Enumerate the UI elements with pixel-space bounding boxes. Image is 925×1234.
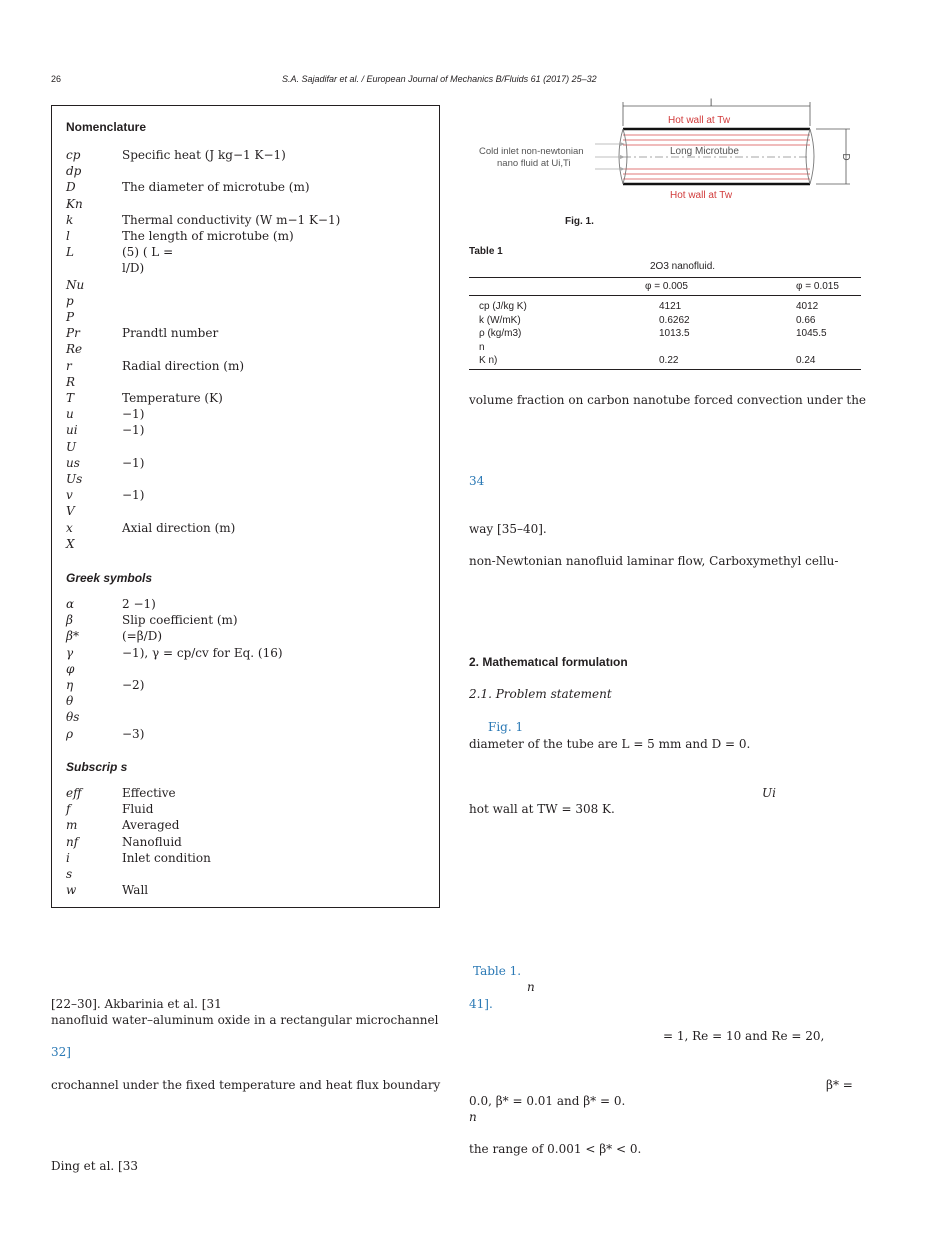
- nomenclature-symbol: m: [66, 818, 78, 833]
- table-reference-link[interactable]: Table 1.: [473, 964, 522, 978]
- right-paragraph-line: 0.0, β* = 0.01 and β* = 0.: [469, 1094, 626, 1108]
- nomenclature-description: −2): [122, 678, 145, 692]
- nomenclature-row: [66, 455, 428, 471]
- nomenclature-row: [66, 596, 428, 612]
- table-row-label: k (W/mK): [479, 314, 521, 326]
- subscripts-title: Subscrip s: [66, 760, 128, 774]
- nomenclature-symbol: eff: [66, 786, 82, 800]
- nomenclature-row: [66, 628, 428, 644]
- nomenclature-row: [66, 260, 428, 276]
- nomenclature-row: [66, 439, 428, 455]
- nomenclature-symbol: X: [66, 536, 75, 551]
- diameter-label: D: [840, 153, 851, 161]
- nomenclature-description: Axial direction (m): [122, 520, 236, 535]
- table-header-col1: φ = 0.005: [645, 281, 688, 292]
- table-1-subcaption: 2O3 nanofluid.: [650, 261, 716, 272]
- nomenclature-description: −1): [122, 455, 145, 470]
- nomenclature-row: [66, 645, 428, 661]
- top-wall-label: Hot wall at Tw: [668, 115, 731, 126]
- left-paragraph-line: nanofluid water–aluminum oxide in a rectangular microchannel: [51, 1013, 439, 1027]
- nomenclature-symbol: s: [66, 867, 73, 881]
- citation-link[interactable]: 41].: [469, 997, 493, 1011]
- nomenclature-description: Specific heat (J kg−1 K−1): [122, 148, 286, 162]
- inline-symbol: n: [527, 980, 535, 994]
- right-paragraph-line: volume fraction on carbon nanotube forced convection under the: [469, 393, 867, 407]
- bottom-wall-label: Hot wall at Tw: [670, 190, 733, 201]
- nomenclature-description: −1): [122, 407, 145, 422]
- nomenclature-row: [66, 612, 428, 628]
- nomenclature-row: [66, 882, 428, 898]
- table-cell: 0.24: [796, 355, 816, 366]
- nomenclature-description: Wall: [122, 883, 149, 898]
- right-paragraph-line: diameter of the tube are L = 5 mm and D = 0.: [469, 737, 751, 751]
- right-paragraph-line: = 1, Re = 10 and Re = 20,: [663, 1029, 825, 1043]
- nomenclature-row: [66, 487, 428, 503]
- length-label: l: [710, 98, 713, 109]
- nomenclature-symbol: γ: [66, 645, 74, 660]
- nomenclature-symbol: cp: [66, 148, 81, 162]
- nomenclature-row: [66, 471, 428, 487]
- nomenclature-box: [51, 105, 440, 908]
- nomenclature-symbol: us: [66, 455, 80, 470]
- greek-symbols-title: Greek symbols: [66, 571, 153, 585]
- figure-1-caption: Fig. 1.: [565, 216, 594, 227]
- nomenclature-symbol: β: [66, 613, 73, 628]
- nomenclature-description: Prandtl number: [122, 326, 219, 341]
- nomenclature-row: [66, 374, 428, 390]
- nomenclature-row: [66, 358, 428, 374]
- nomenclature-description: The diameter of microtube (m): [122, 180, 310, 195]
- nomenclature-row: [66, 163, 428, 179]
- microtube-diagram: [470, 96, 862, 206]
- nomenclature-row: [66, 147, 428, 163]
- nomenclature-symbol: Kn: [66, 196, 83, 211]
- inlet-label-2: nano fluid at Ui,Ti: [497, 158, 571, 169]
- table-cell: 1045.5: [796, 328, 827, 339]
- nomenclature-row: [66, 726, 428, 742]
- right-paragraph-line: hot wall at TW = 308 K.: [469, 802, 615, 816]
- nomenclature-description: 2 −1): [122, 597, 156, 611]
- nomenclature-description: (5) ( L =: [122, 245, 174, 260]
- table-row-label: cp (J/kg K): [479, 301, 527, 312]
- inline-symbol: n: [469, 1110, 477, 1124]
- nomenclature-row: [66, 341, 428, 357]
- nomenclature-description: Thermal conductivity (W m−1 K−1): [122, 212, 341, 227]
- right-paragraph-line: the range of 0.001 < β* < 0.: [469, 1142, 642, 1156]
- section-heading: 2. Mathematıcal formulatıon: [469, 655, 628, 669]
- page-number: 26: [51, 74, 62, 84]
- nomenclature-symbol: Nu: [66, 277, 85, 292]
- nomenclature-symbol: D: [66, 180, 76, 195]
- nomenclature-symbol: P: [66, 310, 75, 324]
- nomenclature-row: [66, 834, 428, 850]
- nomenclature-row: [66, 422, 428, 438]
- nomenclature-symbol: β*: [66, 629, 79, 644]
- nomenclature-symbol: R: [66, 374, 76, 389]
- nomenclature-symbol: k: [66, 212, 74, 227]
- nomenclature-row: [66, 212, 428, 228]
- right-paragraph-line: way [35–40].: [469, 522, 547, 536]
- nomenclature-row: [66, 520, 428, 536]
- inline-symbol: Ui: [762, 786, 776, 800]
- nomenclature-symbol: φ: [66, 661, 75, 676]
- nomenclature-description: Temperature (K): [122, 391, 223, 405]
- nomenclature-row: [66, 293, 428, 309]
- right-paragraph-line: β* =: [826, 1078, 853, 1092]
- nomenclature-description: Fluid: [122, 802, 154, 817]
- nomenclature-description: −1): [122, 423, 145, 438]
- left-paragraph-line: [22–30]. Akbarinia et al. [31: [51, 997, 222, 1011]
- nomenclature-description: Radial direction (m): [122, 358, 245, 373]
- nomenclature-row: [66, 709, 428, 725]
- nomenclature-description: Slip coefficient (m): [122, 613, 238, 628]
- nomenclature-symbol: w: [66, 883, 77, 898]
- table-row-label: n: [479, 341, 485, 353]
- table-row-label: K n): [479, 355, 498, 366]
- nomenclature-symbol: dp: [66, 164, 82, 179]
- nomenclature-row: [66, 817, 428, 833]
- table-cell: 0.66: [796, 314, 816, 326]
- running-title: S.A. Sajadifar et al. / European Journal of Mechanics B/Fluids 61 (2017) 25–32: [282, 74, 597, 84]
- nomenclature-row: [66, 228, 428, 244]
- citation-link[interactable]: 34: [469, 474, 485, 488]
- inlet-label-1: Cold inlet non-newtonian: [479, 146, 584, 157]
- nomenclature-row: [66, 850, 428, 866]
- table-cell: 4012: [796, 301, 819, 312]
- table-1-caption: Table 1: [469, 246, 503, 257]
- nomenclature-symbol: α: [66, 597, 75, 611]
- table-cell: 1013.5: [659, 328, 690, 339]
- nomenclature-symbol: θs: [66, 710, 80, 725]
- nomenclature-symbol: ui: [66, 423, 78, 438]
- table-row-label: ρ (kg/m3): [479, 328, 522, 339]
- nomenclature-symbol: Pr: [66, 326, 80, 341]
- nomenclature-description: −1), γ = cp/cv for Eq. (16): [122, 645, 283, 660]
- nomenclature-title: Nomenclature: [66, 120, 147, 134]
- nomenclature-row: [66, 390, 428, 406]
- nomenclature-row: [66, 179, 428, 195]
- nomenclature-description: Nanofluid: [122, 834, 182, 849]
- nomenclature-symbol: u: [66, 407, 74, 422]
- nomenclature-row: [66, 661, 428, 677]
- nomenclature-row: [66, 693, 428, 709]
- nomenclature-symbol: nf: [66, 834, 79, 849]
- nomenclature-symbol: V: [66, 504, 75, 519]
- nomenclature-symbol: i: [66, 850, 70, 865]
- nomenclature-symbol: η: [66, 678, 74, 692]
- table-cell: 0.6262: [659, 314, 690, 326]
- nomenclature-symbol: T: [66, 391, 75, 405]
- right-paragraph-line: non-Newtonian nanofluid laminar flow, Carboxymethyl cellu-: [469, 554, 839, 568]
- figure-1: [470, 96, 862, 206]
- nomenclature-symbol: f: [66, 802, 71, 817]
- table-header-col2: φ = 0.015: [796, 281, 839, 292]
- nomenclature-description: −3): [122, 726, 145, 741]
- nomenclature-description: (=β/D): [122, 629, 163, 644]
- nomenclature-row: [66, 785, 428, 801]
- nomenclature-symbol: θ: [66, 694, 74, 709]
- nomenclature-description: Inlet condition: [122, 850, 211, 865]
- nomenclature-symbol: Us: [66, 472, 83, 486]
- nomenclature-row: [66, 677, 428, 693]
- nomenclature-symbol: L: [66, 245, 74, 260]
- nomenclature-symbol: l: [66, 229, 70, 243]
- nomenclature-row: [66, 801, 428, 817]
- subsection-heading: 2.1. Problem statement: [469, 687, 612, 701]
- nomenclature-row: [66, 244, 428, 260]
- nomenclature-row: [66, 196, 428, 212]
- nomenclature-row: [66, 325, 428, 341]
- nomenclature-symbol: p: [66, 293, 74, 308]
- figure-reference-link[interactable]: Fig. 1: [488, 720, 524, 734]
- nomenclature-row: [66, 277, 428, 293]
- left-paragraph-line: crochannel under the fixed temperature and heat flux boundary: [51, 1078, 441, 1092]
- nomenclature-description: The length of microtube (m): [122, 229, 294, 243]
- nomenclature-description: Averaged: [122, 818, 180, 833]
- nomenclature-symbol: v: [66, 488, 73, 503]
- nomenclature-symbol: r: [66, 358, 72, 373]
- left-paragraph-line: Ding et al. [33: [51, 1159, 138, 1173]
- nomenclature-row: [66, 866, 428, 882]
- nomenclature-symbol: Re: [66, 342, 83, 357]
- nomenclature-row: [66, 503, 428, 519]
- nomenclature-symbol: U: [66, 439, 77, 454]
- nomenclature-description: l/D): [122, 261, 145, 276]
- citation-link[interactable]: 32]: [51, 1045, 71, 1059]
- nomenclature-symbol: ρ: [66, 726, 74, 741]
- nomenclature-symbol: x: [66, 520, 73, 535]
- table-cell: 4121: [659, 301, 682, 312]
- nomenclature-description: Effective: [122, 786, 176, 800]
- nomenclature-row: [66, 406, 428, 422]
- nomenclature-description: −1): [122, 488, 145, 503]
- nomenclature-row: [66, 536, 428, 552]
- center-label: Long Microtube: [670, 146, 739, 157]
- table-cell: 0.22: [659, 355, 679, 366]
- nomenclature-row: [66, 309, 428, 325]
- table-1: [469, 246, 861, 376]
